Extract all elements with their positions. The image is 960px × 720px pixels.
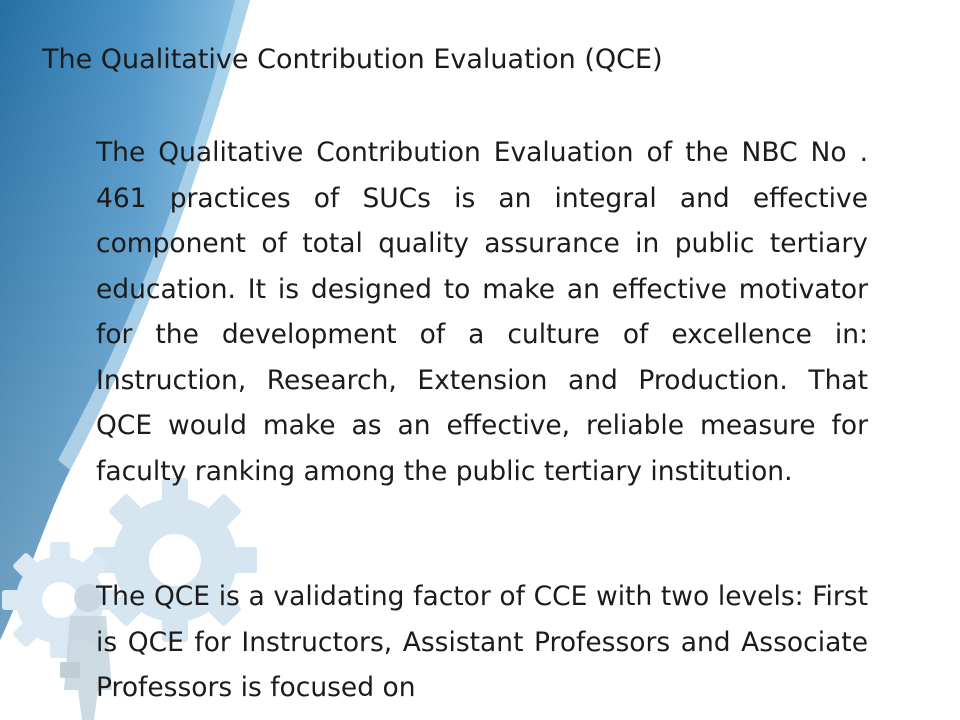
body-paragraph: The Qualitative Contribution Evaluation of the NBC No . 461 practices of SUCs is an integral and effective component of total quality assurance in public tertiary education. It is designed to make an effective motivator for the development of a culture of excellence in: Instruction, Research, Extension and Production. That QCE would make as an effective, reliable measure for faculty ranking among the public tertiary institution.	[96, 137, 868, 487]
slide-title: The Qualitative Contribution Evaluation (QCE)	[42, 44, 663, 75]
body-paragraph: The QCE is a validating factor of CCE with two levels: First is QCE for Instructors, Assistant Professors and Associate Professors is focused on	[96, 581, 868, 703]
